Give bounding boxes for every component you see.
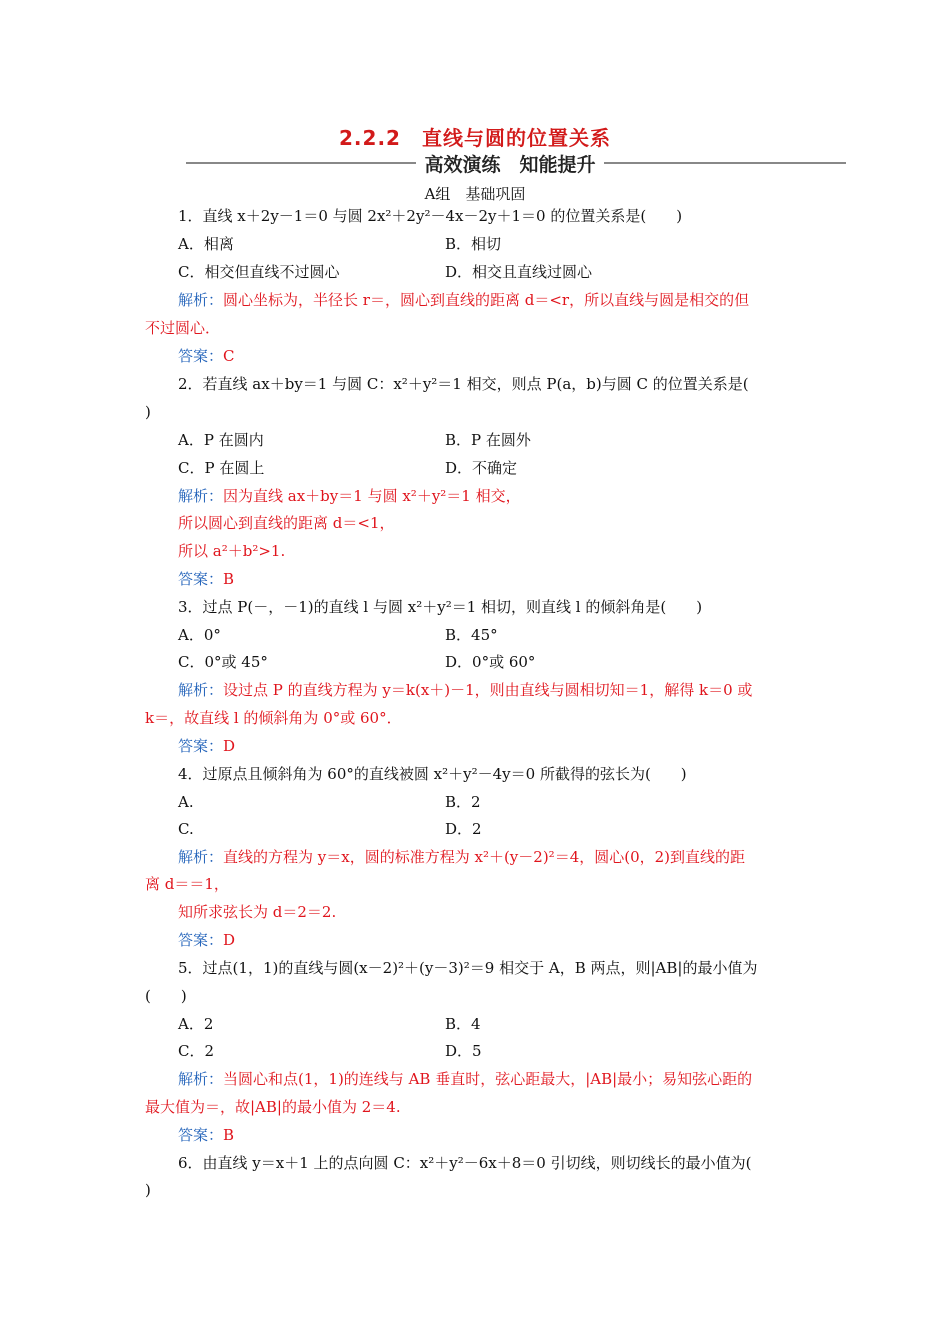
question-6-stem: 6．由直线 y＝x＋1 上的点向圆 C：x²＋y²－6x＋8＝0 引切线，则切线长的最小值为( bbox=[178, 1154, 752, 1172]
question-2-option-d: D．不确定 bbox=[445, 459, 518, 477]
analysis-text: 圆心坐标为，半径长 r＝，圆心到直线的距离 d＝<r，所以直线与圆是相交的但 bbox=[223, 291, 750, 309]
question-1-analysis bbox=[178, 290, 749, 310]
question-2-analysis bbox=[178, 486, 521, 506]
analysis-label: 解析： bbox=[178, 848, 224, 866]
answer-label: 答案： bbox=[178, 347, 224, 365]
page-title: 2.2.2 直线与圆的位置关系 bbox=[339, 126, 611, 150]
answer-label: 答案： bbox=[178, 931, 224, 949]
answer-value: D bbox=[223, 931, 236, 949]
answer-value: C bbox=[223, 347, 235, 365]
question-3-option-b: B．45° bbox=[445, 626, 498, 644]
question-4-analysis-line-3: 知所求弦长为 d＝2＝2. bbox=[178, 903, 337, 921]
question-3-option-d: D．0°或 60° bbox=[445, 653, 536, 671]
answer-value: B bbox=[223, 1126, 235, 1144]
divider bbox=[604, 162, 846, 164]
analysis-label: 解析： bbox=[178, 681, 224, 699]
answer-label: 答案： bbox=[178, 737, 224, 755]
question-2-stem: 2．若直线 ax＋by＝1 与圆 C：x²＋y²＝1 相交，则点 P(a，b)与圆 C 的位置关系是( bbox=[178, 375, 749, 393]
question-3-analysis-cont: k＝，故直线 l 的倾斜角为 0°或 60°． bbox=[145, 709, 402, 727]
analysis-text: 直线的方程为 y＝x，圆的标准方程为 x²＋(y－2)²＝4，圆心(0，2)到直线的距 bbox=[223, 848, 746, 866]
question-3-option-a: A．0° bbox=[178, 626, 221, 644]
question-5-option-d: D．5 bbox=[445, 1042, 482, 1060]
analysis-text: 当圆心和点(1，1)的连线与 AB 垂直时，弦心距最大，|AB|最小；易知弦心距的 bbox=[223, 1070, 753, 1088]
question-2-stem-cont: ) bbox=[145, 403, 151, 421]
question-5-answer bbox=[178, 1125, 234, 1145]
question-4-option-b: B．2 bbox=[445, 793, 481, 811]
question-4-analysis bbox=[178, 847, 745, 867]
question-1-analysis-cont: 不过圆心． bbox=[145, 319, 221, 337]
question-5-option-a: A．2 bbox=[178, 1015, 214, 1033]
answer-label: 答案： bbox=[178, 570, 224, 588]
question-1-option-b: B．相切 bbox=[445, 235, 502, 253]
question-2-option-a: A．P 在圆内 bbox=[178, 431, 264, 449]
question-2-answer bbox=[178, 569, 234, 589]
analysis-text: 因为直线 ax＋by＝1 与圆 x²＋y²＝1 相交， bbox=[223, 487, 521, 505]
question-1-option-a: A．相离 bbox=[178, 235, 234, 253]
analysis-label: 解析： bbox=[178, 1070, 224, 1088]
question-4-option-c: C. bbox=[178, 820, 194, 838]
question-3-option-c: C．0°或 45° bbox=[178, 653, 268, 671]
analysis-text: 设过点 P 的直线方程为 y＝k(x＋)－1，则由直线与圆相切知＝1，解得 k＝0 或 bbox=[223, 681, 753, 699]
question-3-stem: 3．过点 P(－，－1)的直线 l 与圆 x²＋y²＝1 相切，则直线 l 的倾斜角是( ) bbox=[178, 598, 703, 616]
question-4-answer bbox=[178, 930, 235, 950]
question-3-answer bbox=[178, 736, 235, 756]
divider bbox=[186, 162, 416, 164]
question-1-stem: 1．直线 x＋2y－1＝0 与圆 2x²＋2y²－4x－2y＋1＝0 的位置关系是( ) bbox=[178, 207, 683, 225]
answer-value: B bbox=[223, 570, 235, 588]
question-5-stem-cont: ( ) bbox=[145, 987, 187, 1005]
question-2-analysis-line-2: 所以圆心到直线的距离 d＝<1， bbox=[178, 514, 395, 532]
question-4-option-d: D．2 bbox=[445, 820, 482, 838]
question-6-stem-cont: ) bbox=[145, 1181, 151, 1199]
analysis-label: 解析： bbox=[178, 291, 224, 309]
answer-label: 答案： bbox=[178, 1126, 224, 1144]
question-4-stem: 4．过原点且倾斜角为 60°的直线被圆 x²＋y²－4y＝0 所截得的弦长为( ) bbox=[178, 765, 687, 783]
analysis-label: 解析： bbox=[178, 487, 224, 505]
question-5-option-b: B．4 bbox=[445, 1015, 481, 1033]
question-2-analysis-line-3: 所以 a²＋b²>1. bbox=[178, 542, 286, 560]
question-5-stem: 5．过点(1，1)的直线与圆(x－2)²＋(y－3)²＝9 相交于 A，B 两点，则|AB|的最小值为 bbox=[178, 959, 758, 977]
subtitle: 高效演练 知能提升 bbox=[424, 154, 596, 176]
question-4-analysis-cont: 离 d＝＝1， bbox=[145, 875, 229, 893]
question-1-option-c: C．相交但直线不过圆心 bbox=[178, 263, 340, 281]
subtitle-banner bbox=[186, 150, 846, 176]
group-title: A组 基础巩固 bbox=[424, 185, 526, 203]
question-5-analysis-cont: 最大值为＝，故|AB|的最小值为 2＝4. bbox=[145, 1098, 401, 1116]
answer-value: D bbox=[223, 737, 236, 755]
question-1-option-d: D．相交且直线过圆心 bbox=[445, 263, 593, 281]
question-3-analysis bbox=[178, 680, 752, 700]
question-5-option-c: C．2 bbox=[178, 1042, 215, 1060]
question-4-option-a: A. bbox=[178, 793, 194, 811]
question-2-option-b: B．P 在圆外 bbox=[445, 431, 531, 449]
question-5-analysis bbox=[178, 1069, 752, 1089]
question-1-answer bbox=[178, 346, 235, 366]
question-2-option-c: C．P 在圆上 bbox=[178, 459, 265, 477]
